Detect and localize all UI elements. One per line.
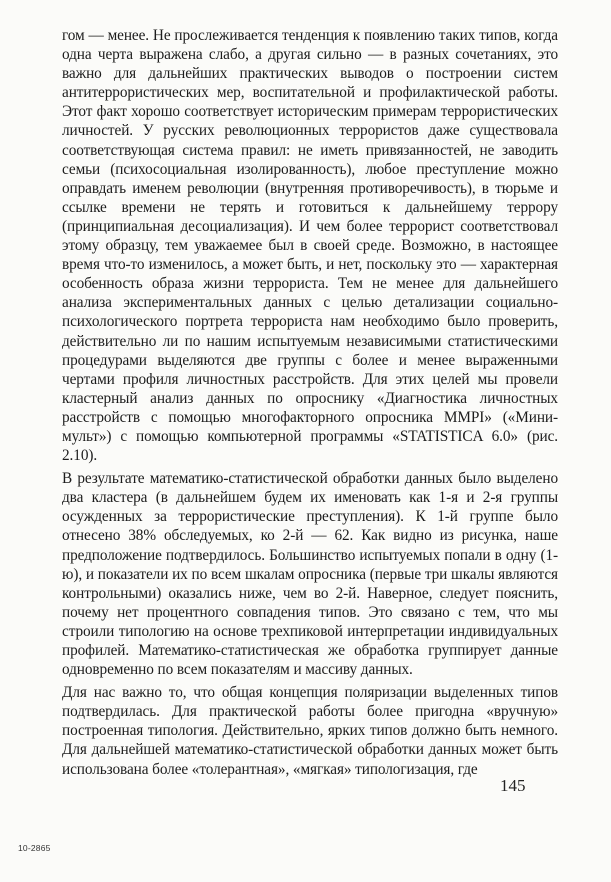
body-text — [62, 26, 558, 779]
paragraph-1: гом — менее. Не прослеживается тенденция к появлению таких типов, когда одна черта выражена слабо, а другая сильно — в разных сочетаниях, это важно для дальнейших практических выводов о построении систем антитеррористических мер, воспитательной и профилактической работы. Этот факт хорошо соответствует историческим примерам террористических личностей. У русских революционных террористов даже существовала соответствующая система правил: не иметь привязанностей, не заводить семьи (психосоциальная изолированность), любое преступление можно оправдать именем революции (внутренняя противоречивость), в тюрьме и ссылке времени не терять и готовиться к дальнейшему террору (принципиальная десоциализация). И чем более террорист соответствовал этому образцу, тем уважаемее был в своей среде. Возможно, в настоящее время что-то изменилось, а может быть, и нет, поскольку это — характерная особенность образа жизни террориста. Тем не менее для дальнейшего анализа экспериментальных данных с целью детализации социально-психологического портрета террориста нам необходимо было проверить, действительно ли по нашим испытуемым независимыми статистическими процедурами выделяются две группы с более и менее выраженными чертами профиля личностных расстройств. Для этих целей мы провели кластерный анализ данных по опроснику «Диагностика личностных расстройств с помощью многофакторного опросника MMPI» («Мини-мульт») с помощью компьютерной программы «STATISTICA 6.0» (рис. 2.10). — [62, 27, 558, 465]
paragraph-2: В результате математико-статистической обработки данных было выделено два кластера (в дальнейшем будем их именовать как 1-я и 2-я группы осужденных за террористические преступления). К 1-й группе было отнесено 38% обследуемых, ко 2-й — 62. Как видно из рисунка, наше предположение подтвердилось. Большинство испытуемых попали в одну (1-ю), и показатели их по всем шкалам опросника (первые три шкалы являются контрольными) оказались ниже, чем во 2-й. Наверное, следует пояснить, почему нет процентного совпадения типов. Это связано с тем, что мы строили типологию на основе трехпиковой интерпретации индивидуальных профилей. Математико-статистическая же обработка группирует данные одновременно по всем показателям и массиву данных. — [62, 470, 558, 679]
paragraph-3: Для нас важно то, что общая концепция поляризации выделенных типов подтвердилась. Для практической работы более пригодна «вручную» построенная типология. Действительно, ярких типов должно быть немного. Для дальнейшей математико-статистической обработки данных может быть использована более «толерантная», «мягкая» типологизация, где — [62, 684, 558, 778]
page-number: 145 — [500, 776, 526, 795]
printer-sheet-mark: 10-2865 — [18, 843, 51, 853]
